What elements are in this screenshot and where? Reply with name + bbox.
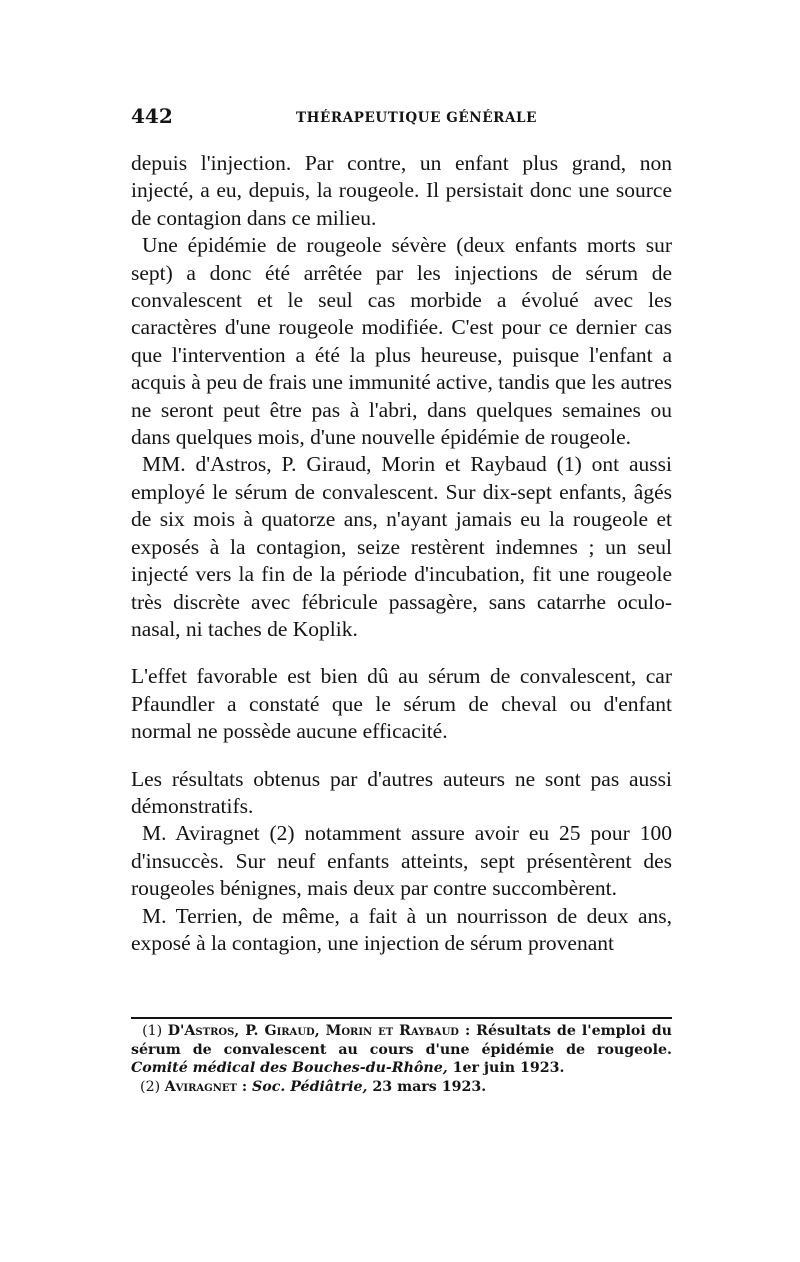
running-title: THÉRAPEUTIQUE GÉNÉRALE	[296, 110, 538, 126]
footnote-text: : Résultats de l'emploi du sérum de convalescent au cours d'une épidémie de rougeole.	[131, 1023, 672, 1058]
footnote-authors: D'Astros, P. Giraud, Morin et Raybaud	[167, 1023, 459, 1039]
page-header	[131, 104, 672, 134]
body-text	[131, 150, 672, 957]
footnote	[131, 1022, 672, 1078]
footnote-date: 23 mars 1923.	[367, 1078, 487, 1095]
footnote-text: :	[236, 1078, 253, 1095]
footnote-marker: (2)	[140, 1078, 161, 1095]
paragraph: M. Terrien, de même, a fait à un nourrisson de deux ans, exposé à la contagion, une injection de sérum provenant	[131, 903, 672, 955]
footnote-source: Comité médical des Bouches-du-Rhône,	[131, 1060, 448, 1076]
footnotes	[131, 1022, 672, 1096]
footnote-source: Soc. Pédiâtrie,	[252, 1078, 368, 1095]
page-number: 442	[131, 104, 173, 128]
paragraph: M. Aviragnet (2) notamment assure avoir eu 25 pour 100 d'insuccès. Sur neuf enfants atteints, sept présentèrent des rougeoles bénignes, mais deux par contre succombèrent.	[131, 821, 672, 901]
paragraph: Une épidémie de rougeole sévère (deux enfants morts sur sept) a donc été arrêtée par les injections de sérum de convalescent et le seul cas morbide a évolué avec les caractères d'une rougeole modifiée. C'est pour ce dernier cas que l'intervention a été la plus heureuse, puisque l'enfant a acquis à peu de frais une immunité active, tandis que les autres ne seront peut être pas à l'abri, dans quelques semaines ou dans quelques mois, d'une nouvelle épidémie de rougeole.	[131, 233, 672, 450]
footnote-marker: (1)	[142, 1023, 163, 1039]
footnote-divider	[131, 1017, 672, 1019]
footnote-date: 1er juin 1923.	[447, 1060, 565, 1076]
footnote-authors: Aviragnet	[164, 1078, 237, 1095]
paragraph: depuis l'injection. Par contre, un enfant plus grand, non injecté, a eu, depuis, la rougeole. Il persistait donc une source de contagion dans ce milieu.	[131, 151, 672, 230]
paragraph: L'effet favorable est bien dû au sérum de convalescent, car Pfaundler a constaté que le sérum de cheval ou d'enfant normal ne possède aucune efficacité.	[131, 664, 672, 744]
footnote	[131, 1078, 672, 1097]
paragraph: Les résultats obtenus par d'autres auteurs ne sont pas aussi démonstratifs.	[131, 766, 672, 818]
paragraph: MM. d'Astros, P. Giraud, Morin et Raybaud (1) ont aussi employé le sérum de convalescent. Sur dix-sept enfants, âgés de six mois à quatorze ans, n'ayant jamais eu la rougeole et exposés à la contagion, seize restèrent indemnes ; un seul injecté vers la fin de la période d'incubation, fit une rougeole très discrète avec fébricule passagère, sans catarrhe oculo-nasal, ni taches de Koplik.	[131, 452, 672, 641]
